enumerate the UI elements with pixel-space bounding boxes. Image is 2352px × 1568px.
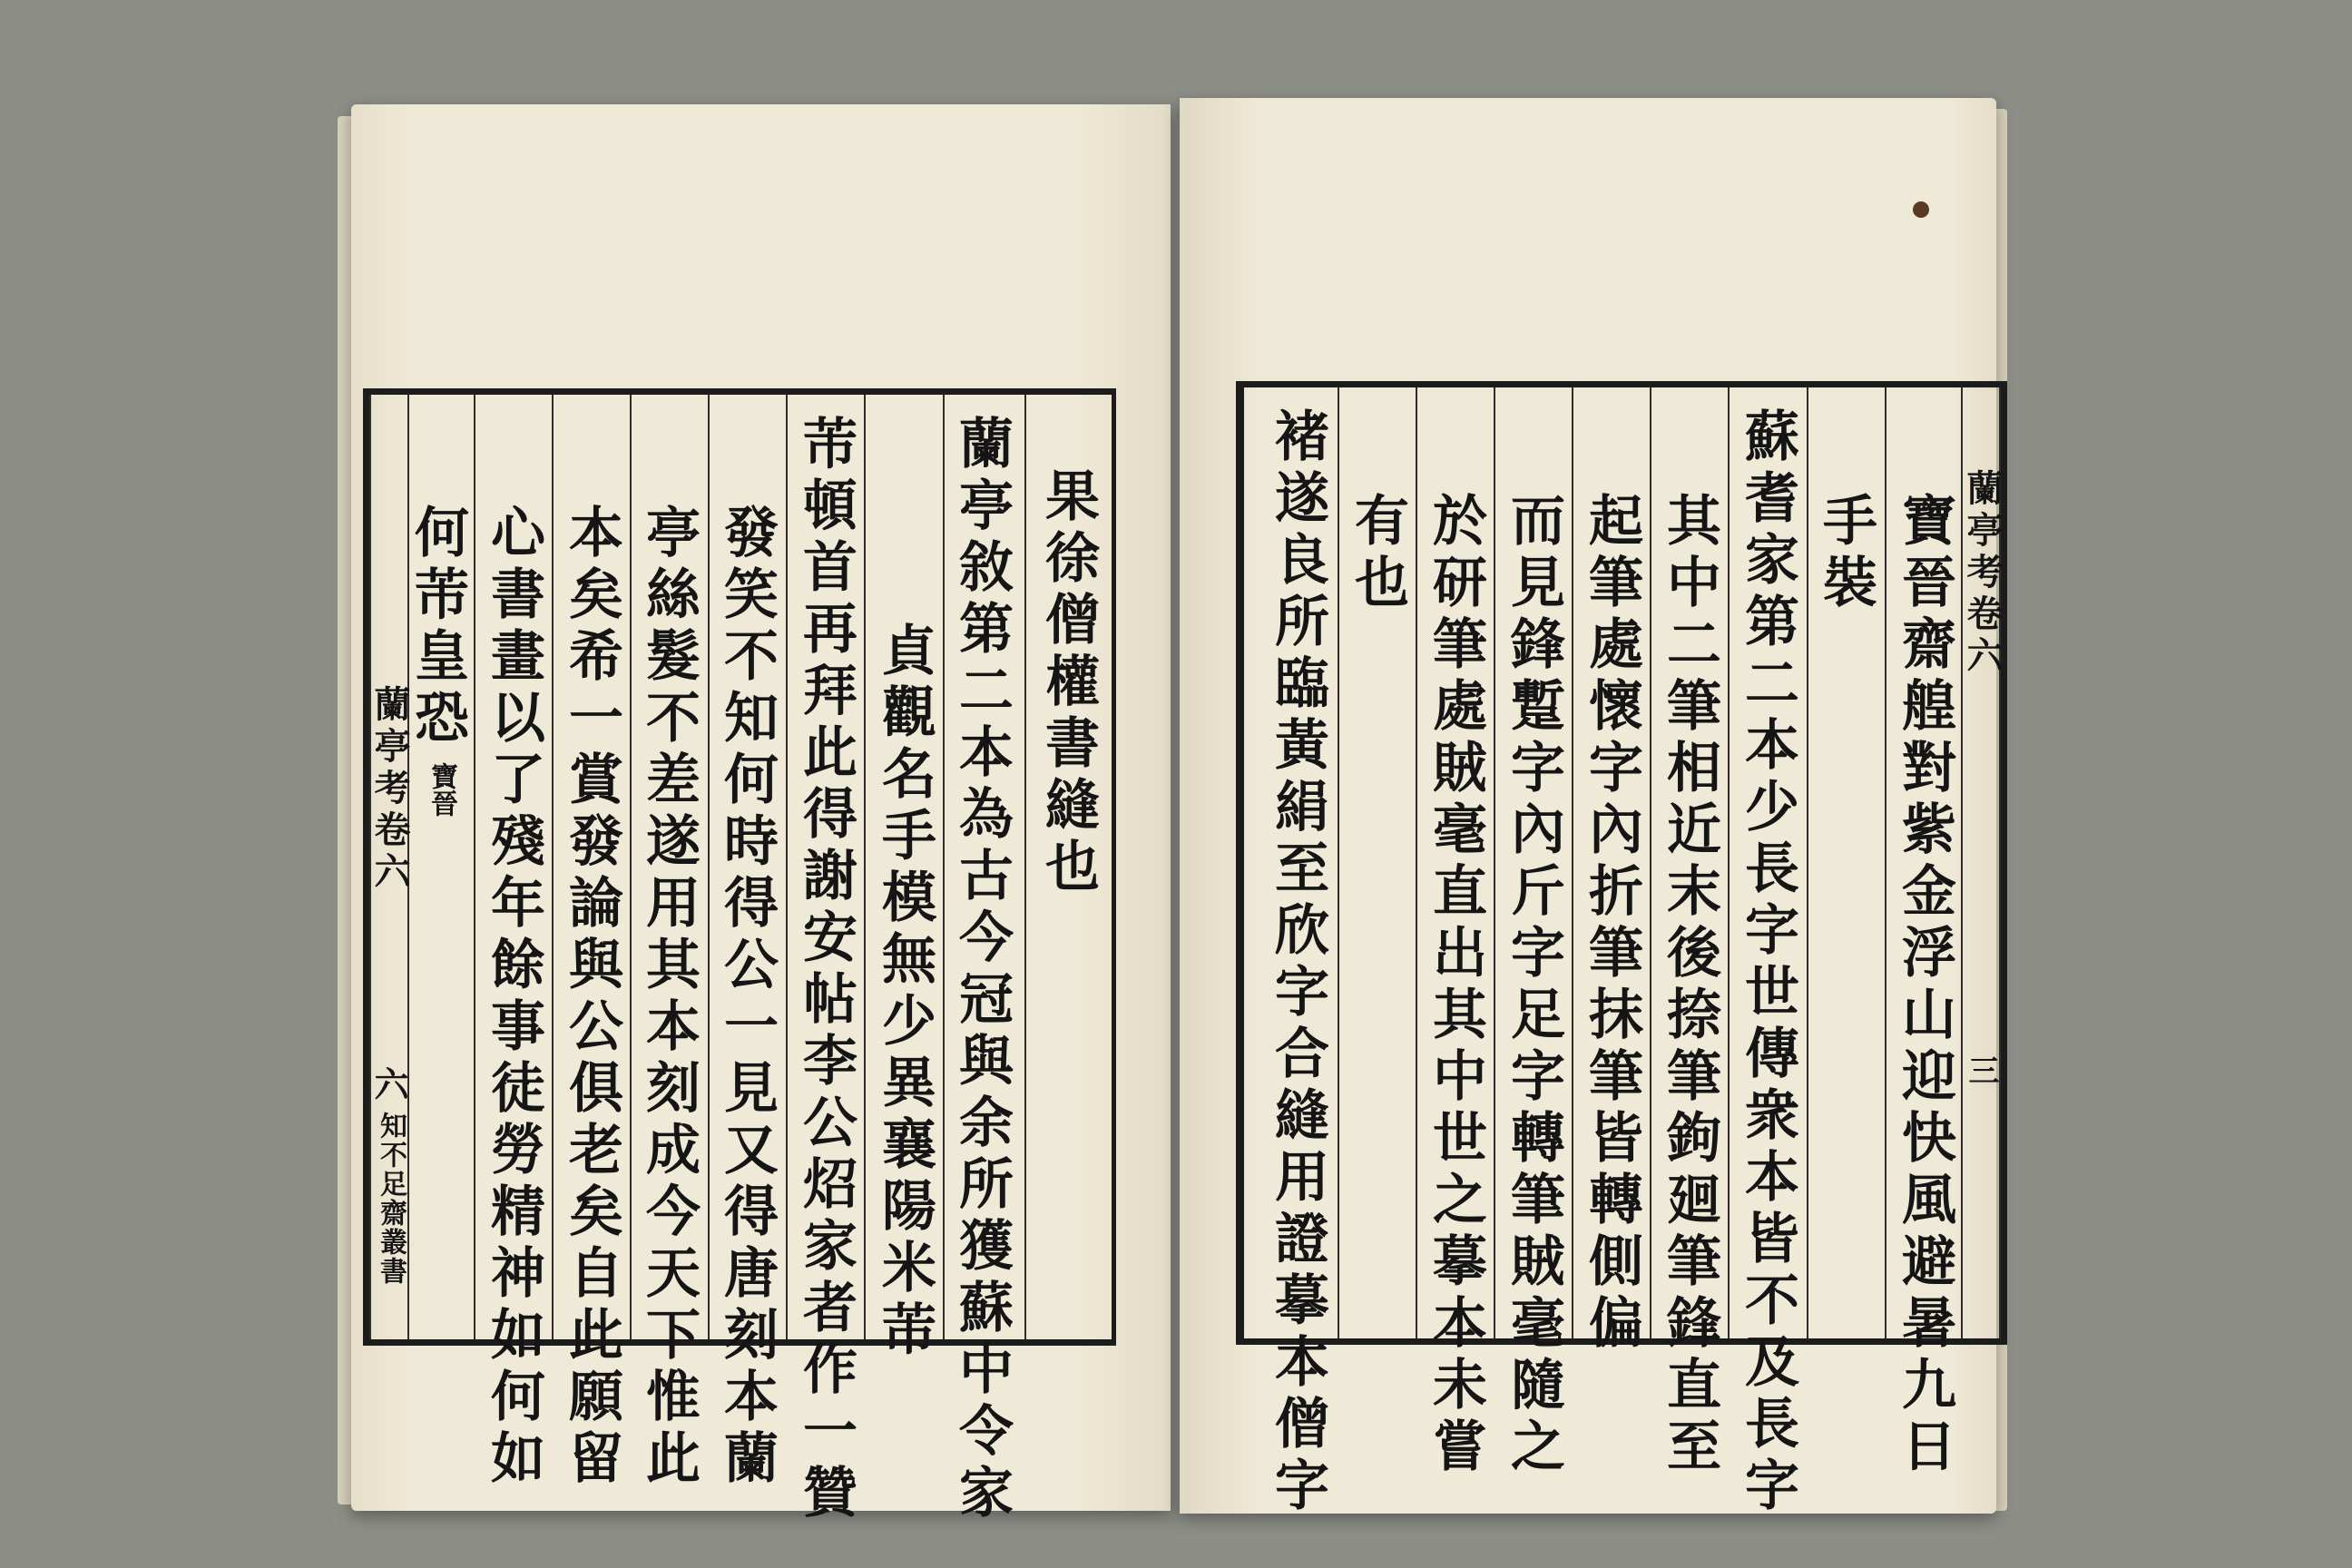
right-column-8: 有也: [1346, 492, 1409, 615]
right-column-2: 手裝: [1814, 492, 1877, 615]
left-column-7: 心書畫以了殘年餘事徒勞精神如何如: [482, 504, 545, 1491]
left-column-3: 芾頓首再拜此得謝安帖李公炤家者作一贊: [794, 415, 858, 1525]
left-column-6: 本矣希一賞發論與公俱老矣自此願留: [560, 504, 623, 1491]
right-column-4: 其中二筆相近末後捺筆鉤廻筆鋒直至: [1658, 492, 1721, 1479]
right-folio-number: 三: [1963, 1054, 1999, 1085]
ink-spot: [1913, 201, 1929, 218]
right-margin-title: 蘭亭考卷六: [1961, 469, 2004, 678]
right-column-6: 而見鋒蹔字內斤字足字轉筆賊毫隨之: [1502, 492, 1565, 1479]
right-column-5: 起筆處懷字內折筆抹筆皆轉側偏: [1580, 492, 1643, 1356]
small-note: 寶晉: [426, 762, 457, 817]
left-column-5: 亭絲髮不差遂用其本刻成今天下惟此: [637, 504, 701, 1491]
left-column-8: 何芾皇恐: [406, 504, 469, 750]
left-margin-title: 蘭亭考卷六: [368, 685, 411, 894]
left-margin-column: [369, 395, 409, 1339]
left-column-2: 貞觀名手模無少異襄陽米芾: [873, 622, 936, 1362]
publisher-imprint: 知不足齋叢書: [375, 1112, 407, 1286]
right-text-frame: [1236, 381, 2007, 1518]
right-column-9: 褚遂良所臨黃絹至欣字合縫用證摹本僧字: [1266, 407, 1329, 1518]
left-text-frame: [363, 388, 1116, 1525]
left-column-4: 發笑不知何時得公一見又得唐刻本蘭: [715, 504, 779, 1491]
right-margin-column: [1961, 387, 2004, 1338]
right-column-7: 於研筆處賊毫直出其中世之摹本未嘗: [1424, 492, 1487, 1479]
left-column-1: 蘭亭敘第二本為古今冠與余所獲蘇中令家: [950, 415, 1014, 1525]
right-column-1: 寶晉齋艎對紫金浮山迎快風避暑九日: [1893, 492, 1956, 1479]
right-column-3: 蘇耆家第二本少長字世傳衆本皆不及長字: [1736, 407, 1799, 1518]
left-folio-number: 六: [368, 1066, 409, 1101]
left-column-top: 果徐僧權書縫也: [1036, 467, 1100, 899]
